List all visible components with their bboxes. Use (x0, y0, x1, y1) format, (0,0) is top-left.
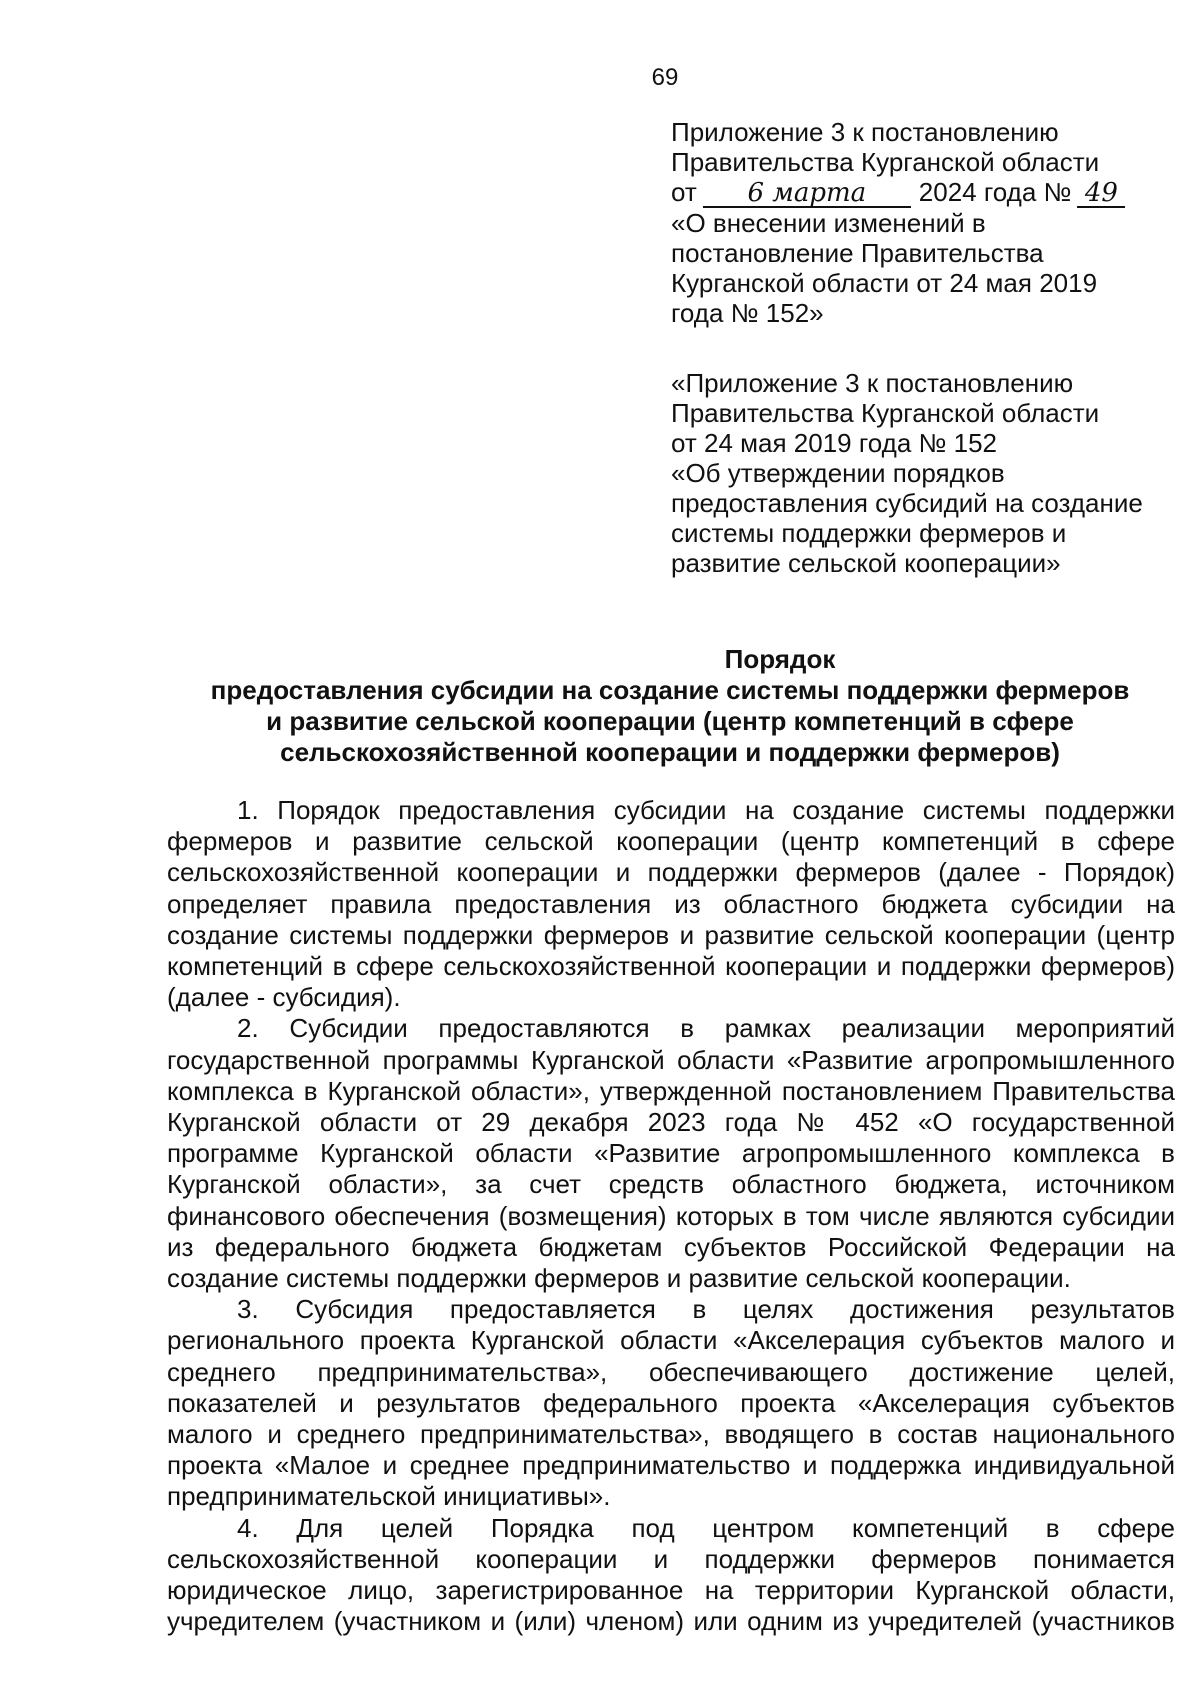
document-title (165, 644, 1175, 768)
date-year: 2024 года № (918, 177, 1072, 207)
paragraph-4: 4. Для целей Порядка под центром компетенций в сфере сельскохозяйственной кооперации и поддержки фермеров понимается юридическое лицо, зарегистрированное на территории Курганской области, учредителем (участником и (или) членом) или одним из учредителей (участников (167, 1512, 1175, 1637)
original-line-1: «Приложение 3 к постановлению (671, 368, 1074, 398)
original-line-4: «Об утверждении порядков (671, 458, 1005, 488)
title-line-3: сельскохозяйственной кооперации и поддержки фермеров) (280, 737, 1060, 767)
original-line-2: Правительства Курганской области (671, 398, 1100, 428)
appendix-header (671, 117, 1171, 578)
title-main: Порядок (724, 644, 836, 674)
amendment-line-1: Приложение 3 к постановлению (671, 117, 1059, 147)
date-prefix: от (671, 177, 697, 207)
title-line-2: и развитие сельской кооперации (центр компетенций в сфере (266, 706, 1074, 736)
paragraph-3: 3. Субсидия предоставляется в целях достижения результатов регионального проекта Курганской области «Акселерация субъектов малого и среднего предпринимательства», обеспечивающего достижение целей, показателей и результатов федерального проекта «Акселерация субъектов малого и среднего предпринимательства», вводящего в состав национального проекта «Малое и среднее предпринимательство и поддержка индивидуальной предпринимательской инициативы». (167, 1294, 1175, 1512)
header-spacer (671, 328, 1171, 368)
handwritten-date: 6 марта (703, 180, 911, 208)
handwritten-number: 49 (1077, 180, 1125, 208)
amendment-line-4: «О внесении изменений в (671, 208, 986, 238)
original-line-5: предоставления субсидий на создание (671, 488, 1143, 518)
title-line-1: предоставления субсидии на создание системы поддержки фермеров (210, 675, 1130, 705)
amendment-line-6: Курганской области от 24 мая 2019 (671, 268, 1098, 298)
original-line-7: развитие сельской кооперации» (671, 548, 1061, 578)
page-number: 69 (651, 64, 679, 91)
original-line-6: системы поддержки фермеров и (671, 518, 1067, 548)
amendment-date-line (671, 177, 1171, 208)
paragraph-2: 2. Субсидии предоставляются в рамках реализации мероприятий государственной программы Курганской области «Развитие агропромышленного комплекса в Курганской области», утвержденной постановлением Правительства Курганской области от 29 декабря 2023 года № 452 «О государственной программе Курганской области «Развитие агропромышленного комплекса в Курганской области», за счет средств областного бюджета, источником финансового обеспечения (возмещения) которых в том числе являются субсидии из федерального бюджета бюджетам субъектов Российской Федерации на создание системы поддержки фермеров и развитие сельской кооперации. (167, 1013, 1175, 1294)
original-line-3: от 24 мая 2019 года № 152 (671, 428, 998, 458)
paragraph-1: 1. Порядок предоставления субсидии на создание системы поддержки фермеров и развитие сельской кооперации (центр компетенций в сфере сельскохозяйственной кооперации и поддержки фермеров (далее - Порядок) определяет правила предоставления из областного бюджета субсидии на создание системы поддержки фермеров и развитие сельской кооперации (центр компетенций в сфере сельскохозяйственной кооперации и поддержки фермеров) (далее - субсидия). (167, 795, 1175, 1013)
amendment-line-5: постановление Правительства (671, 238, 1044, 268)
document-body (167, 795, 1175, 1637)
amendment-line-7: года № 152» (671, 298, 824, 328)
amendment-line-2: Правительства Курганской области (671, 147, 1100, 177)
